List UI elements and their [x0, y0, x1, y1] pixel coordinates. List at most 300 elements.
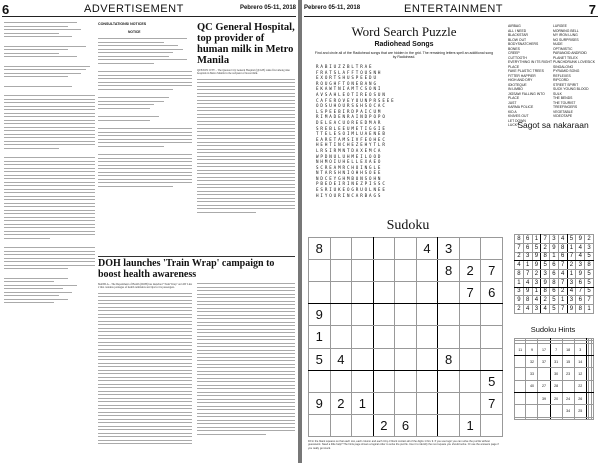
- word-list-item: STREET SPIRIT: [553, 82, 579, 87]
- word-list-item: PUNCHDRUNK LOVESICK SINGALONG: [553, 60, 596, 69]
- word-list-item: BLOW OUT: [508, 37, 527, 42]
- answer-cell: 8: [515, 270, 524, 279]
- sudoku-cell: 2: [330, 392, 352, 414]
- answer-cell: 7: [585, 296, 594, 305]
- answer-cell: 3: [567, 278, 576, 287]
- sudoku-cell: [481, 326, 503, 348]
- sudoku-cell: [352, 260, 374, 282]
- answer-cell: 5: [567, 235, 576, 244]
- sudoku-cell: 9: [309, 304, 331, 326]
- sudoku-cell: 5: [481, 370, 503, 392]
- hint-cell: [515, 405, 526, 417]
- hint-cell: [515, 417, 526, 420]
- word-search-row: SCREAMRCHOINGLE: [316, 164, 383, 170]
- answer-cell: 1: [567, 243, 576, 252]
- sudoku-cell: [438, 304, 460, 326]
- section-title: ENTERTAINMENT: [404, 3, 503, 15]
- answer-cell: 6: [550, 270, 559, 279]
- sudoku-cell: [459, 304, 481, 326]
- hint-cell: 25: [574, 405, 586, 417]
- hint-cell: [591, 356, 593, 368]
- answer-cell: 2: [585, 235, 594, 244]
- hint-cell: 14: [574, 356, 586, 368]
- answer-cell: 1: [558, 296, 567, 305]
- word-list-item: EVERYTHING IN ITS RIGHT PLACE: [508, 60, 552, 69]
- answer-cell: 2: [567, 261, 576, 270]
- word-search-row: CAFEROVEYOUNPRSEEE: [316, 97, 396, 103]
- answer-cell: 6: [550, 261, 559, 270]
- answer-cell: 4: [541, 305, 550, 314]
- hint-cell: [550, 417, 562, 420]
- word-search-row: RIMADENRAINDPOPO: [316, 114, 387, 120]
- notices-column-2: [98, 22, 192, 252]
- word-list-item: PARANOID ANDROID: [553, 51, 587, 55]
- word-list-item: OPTIMISTIC: [553, 46, 573, 51]
- sudoku-cell: [373, 238, 395, 260]
- answer-cell: 8: [576, 305, 585, 314]
- word-list-item: NO SURPRISES: [553, 37, 579, 42]
- hint-cell: [515, 380, 526, 392]
- hint-cell: 33: [526, 368, 538, 380]
- word-search-row: SREBLEEUMETIGGIE: [316, 125, 387, 131]
- hint-cell: 28: [550, 380, 562, 392]
- answer-cell: 8: [558, 243, 567, 252]
- answer-cell: 6: [523, 235, 532, 244]
- word-list-item: KID A: [508, 109, 517, 114]
- hint-cell: 9: [526, 343, 538, 355]
- answer-cell: 9: [532, 252, 541, 261]
- answer-cell: 5: [550, 305, 559, 314]
- hint-cell: [591, 368, 593, 380]
- answer-cell: 2: [541, 243, 550, 252]
- doh-train-wrap-article: [98, 256, 295, 461]
- hint-cell: [515, 368, 526, 380]
- word-search-row: EKAWTNIAMTCSONI: [316, 86, 383, 92]
- sudoku-cell: [395, 304, 417, 326]
- word-list-item: KNIVES OUT: [508, 114, 529, 118]
- fine-print-block: [4, 22, 95, 303]
- word-list-column-2: [553, 24, 599, 119]
- answer-cell: 6: [523, 243, 532, 252]
- answer-cell: 8: [585, 261, 594, 270]
- answer-cell: 4: [576, 243, 585, 252]
- notice-label: NOTICE: [128, 30, 141, 34]
- answer-cell: 4: [532, 296, 541, 305]
- qc-article-headline: QC General Hospital, top provider of human milk in Metro Manila: [197, 22, 295, 66]
- answer-cell: 1: [585, 305, 594, 314]
- hint-cell: 23: [562, 368, 574, 380]
- answer-cell: 3: [532, 278, 541, 287]
- word-search-row: EXORTSHUSPEEDU: [316, 75, 378, 81]
- word-list-item: REFLEXES: [553, 73, 571, 78]
- hint-cell: [574, 417, 586, 420]
- word-list-item: NUDE: [553, 42, 563, 46]
- hint-cell: [562, 380, 574, 392]
- sudoku-cell: [459, 392, 481, 414]
- answer-cell: 1: [532, 235, 541, 244]
- sudoku-cell: [395, 370, 417, 392]
- answer-cell: 2: [541, 296, 550, 305]
- word-list-item: VIDEOTAPE: [553, 114, 573, 118]
- sudoku-cell: [459, 348, 481, 370]
- issue-date: Pebrero 05-11, 2018: [304, 5, 361, 11]
- answer-cell: 3: [541, 270, 550, 279]
- sudoku-cell: 5: [309, 348, 331, 370]
- qc-hospital-article: [197, 22, 295, 254]
- sudoku-cell: [481, 304, 503, 326]
- hint-cell: 22: [574, 380, 586, 392]
- word-list-item: LUCKY: [508, 123, 520, 127]
- hint-cell: 26: [574, 392, 586, 404]
- sudoku-cell: [330, 282, 352, 304]
- sudoku-cell: [416, 392, 438, 414]
- answer-cell: 3: [532, 305, 541, 314]
- answer-cell: 2: [558, 287, 567, 296]
- hint-cell: 32: [526, 356, 538, 368]
- sudoku-cell: [330, 326, 352, 348]
- answer-cell: 5: [541, 261, 550, 270]
- sudoku-cell: [416, 326, 438, 348]
- sudoku-cell: [438, 392, 460, 414]
- sudoku-cell: 2: [373, 414, 395, 436]
- sudoku-cell: [373, 370, 395, 392]
- word-search-row: NTARSHNIOHHSOEE: [316, 170, 383, 176]
- answer-cell: 5: [585, 278, 594, 287]
- answer-cell: 8: [515, 235, 524, 244]
- sudoku-cell: 3: [438, 238, 460, 260]
- answer-cell: 4: [567, 287, 576, 296]
- sudoku-cell: 8: [438, 348, 460, 370]
- sudoku-cell: [309, 282, 331, 304]
- hint-cell: 12: [574, 368, 586, 380]
- hint-cell: 39: [538, 392, 550, 404]
- word-search-row: NHMOIUHELLEXAEO: [316, 159, 383, 165]
- sudoku-cell: 7: [481, 392, 503, 414]
- answer-cell: 7: [523, 270, 532, 279]
- hint-cell: [562, 417, 574, 420]
- answer-cell: 4: [558, 270, 567, 279]
- word-list-item: IN LIMBO: [508, 87, 523, 91]
- word-list-item: SUCK YOUNG BLOOD: [553, 87, 589, 91]
- answer-cell: 9: [532, 261, 541, 270]
- answer-cell: 9: [515, 296, 524, 305]
- sudoku-cell: [330, 370, 352, 392]
- hint-cell: 27: [538, 380, 550, 392]
- hint-cell: [591, 405, 593, 417]
- sudoku-cell: [416, 304, 438, 326]
- sudoku-cell: 8: [438, 260, 460, 282]
- answer-cell: 3: [585, 243, 594, 252]
- section-title: ADVERTISEMENT: [84, 3, 184, 15]
- word-list-item: HIGH AND DRY: [508, 78, 533, 82]
- answer-cell: 6: [550, 287, 559, 296]
- hint-cell: [538, 368, 550, 380]
- hint-cell: [591, 343, 593, 355]
- sudoku-cell: [330, 304, 352, 326]
- answer-cell: 9: [576, 270, 585, 279]
- word-list-item: VEGETABLE: [553, 109, 573, 114]
- sudoku-cell: [459, 238, 481, 260]
- word-search-row: ODSUHOURSGHSOCAC: [316, 103, 387, 109]
- word-list-item: AIRBAG: [508, 24, 521, 28]
- sudoku-cell: [481, 414, 503, 436]
- word-search-row: HEHTINCHEZEHYTLR: [316, 142, 387, 148]
- answer-cell: 7: [567, 252, 576, 261]
- left-page-header: [2, 3, 296, 17]
- answer-cell: 1: [550, 252, 559, 261]
- sudoku-cell: [438, 282, 460, 304]
- sudoku-cell: [438, 414, 460, 436]
- sudoku-cell: 4: [330, 348, 352, 370]
- sudoku-cell: [330, 238, 352, 260]
- sudoku-instructions: Fill in the blank squares so that each row, each column and each 3-by-3 block contain all of the digits 1 thru 9. If you use logic you can solve the puzzle without guesswork. Need a little help? The hints page shows a logical order to solve the puzzle. Use it to identify the next square you should solve. Or use the answers page if you really get stuck.: [308, 440, 499, 450]
- sudoku-cell: [459, 370, 481, 392]
- answer-cell: 3: [523, 252, 532, 261]
- sudoku-cell: [352, 282, 374, 304]
- word-search-row: RABIUZZBLTRAE: [316, 64, 374, 69]
- word-list-item: PYRAMID SONG: [553, 69, 580, 73]
- word-list-item: IDIOTEQUE: [508, 82, 527, 87]
- hint-cell: 11: [515, 343, 526, 355]
- sudoku-cell: [373, 282, 395, 304]
- hint-cell: 30: [550, 368, 562, 380]
- sudoku-cell: 7: [459, 282, 481, 304]
- word-search-row: HIYOURINCARBAGS: [316, 192, 383, 198]
- sudoku-cell: [416, 282, 438, 304]
- sudoku-cell: 9: [309, 392, 331, 414]
- sudoku-cell: [352, 326, 374, 348]
- hint-cell: [591, 417, 593, 420]
- word-list-item: BLACKSTAR: [508, 33, 528, 37]
- answer-cell: 4: [576, 252, 585, 261]
- word-list-item: THE BENDS: [553, 96, 573, 100]
- word-list-item: MORNING BELL: [553, 28, 579, 33]
- answer-cell: 9: [576, 235, 585, 244]
- word-list-item: CUTTOOTH: [508, 55, 527, 60]
- word-list-item: BODYSNATCHERS: [508, 42, 539, 46]
- sudoku-cell: [352, 304, 374, 326]
- sudoku-cell: [416, 414, 438, 436]
- notices-column-1: [4, 22, 95, 460]
- right-page-header: [304, 3, 598, 17]
- sudoku-cell: [352, 414, 374, 436]
- sudoku-cell: 1: [459, 414, 481, 436]
- answer-cell: 1: [515, 278, 524, 287]
- sudoku-cell: [438, 326, 460, 348]
- word-search-row: TTELESOIMLUAENEB: [316, 131, 387, 137]
- sudoku-hints-title: Sudoku Hints: [530, 325, 576, 334]
- answer-cell: 5: [550, 296, 559, 305]
- word-search-row: LRSIRMNTDAXEMCA: [316, 147, 383, 153]
- answer-cell: 8: [523, 296, 532, 305]
- word-list-item: CREEP: [508, 51, 520, 55]
- sudoku-cell: [395, 392, 417, 414]
- answer-cell: 4: [558, 235, 567, 244]
- answer-cell: 2: [515, 252, 524, 261]
- hint-cell: 31: [550, 356, 562, 368]
- sudoku-cell: [330, 260, 352, 282]
- sudoku-cell: [373, 392, 395, 414]
- answer-cell: 8: [541, 252, 550, 261]
- answer-cell: 3: [515, 287, 524, 296]
- answer-cell: 5: [585, 270, 594, 279]
- doh-article-lead: MANILA – The Department of Health (DOH) has launched "Train Wrap" on LRT Line 2 that contains packages of health reminders and tips for its passengers.: [98, 283, 192, 290]
- word-search-row: LSPEEBIRDPAICUM: [316, 108, 383, 114]
- hint-cell: [550, 405, 562, 417]
- word-list-item: THE TOURIST: [553, 100, 576, 105]
- sudoku-cell: 2: [459, 260, 481, 282]
- sudoku-cell: [309, 370, 331, 392]
- sudoku-cell: [395, 260, 417, 282]
- page-number: 6: [2, 2, 10, 17]
- sudoku-cell: [373, 348, 395, 370]
- sudoku-cell: [309, 414, 331, 436]
- sudoku-cell: 7: [481, 260, 503, 282]
- sudoku-cell: [395, 326, 417, 348]
- hint-cell: 15: [562, 356, 574, 368]
- hint-cell: 24: [562, 392, 574, 404]
- answer-cell: 4: [523, 278, 532, 287]
- word-list-item: KARMA POLICE: [508, 105, 534, 109]
- answer-cell: 1: [532, 287, 541, 296]
- sudoku-cell: 6: [481, 282, 503, 304]
- word-list-item: JUST: [508, 100, 517, 105]
- page-number: 7: [588, 2, 596, 17]
- word-list-item: RIPCORD: [553, 78, 569, 82]
- answer-cell: 7: [541, 235, 550, 244]
- hint-cell: 37: [538, 356, 550, 368]
- answer-cell: 9: [550, 243, 559, 252]
- sudoku-cell: [373, 304, 395, 326]
- doh-article-headline: DOH launches 'Train Wrap' campaign to boost health awareness: [98, 258, 275, 280]
- answer-cell: 3: [576, 261, 585, 270]
- hint-cell: [538, 417, 550, 420]
- hint-cell: 17: [538, 343, 550, 355]
- sudoku-cell: [481, 238, 503, 260]
- word-search-row: PBEDEIRINEZPISSC: [316, 181, 387, 187]
- issue-date: Pebrero 05-11, 2018: [239, 5, 296, 11]
- answer-cell: 6: [576, 278, 585, 287]
- answer-cell: 2: [515, 305, 524, 314]
- word-search-title: Word Search Puzzle: [351, 24, 457, 39]
- answer-cell: 3: [567, 296, 576, 305]
- hint-cell: [538, 405, 550, 417]
- sudoku-cell: [481, 348, 503, 370]
- sudoku-cell: [352, 238, 374, 260]
- sudoku-cell: [373, 260, 395, 282]
- answer-cell: 8: [550, 278, 559, 287]
- answer-cell: 1: [523, 261, 532, 270]
- sudoku-cell: [395, 282, 417, 304]
- word-search-grid: [316, 64, 466, 199]
- sudoku-cell: [309, 260, 331, 282]
- answer-cell: 1: [567, 270, 576, 279]
- hint-cell: 40: [526, 380, 538, 392]
- sudoku-cell: [330, 414, 352, 436]
- sudoku-cell: [395, 238, 417, 260]
- word-list-item: LET DOWN: [508, 118, 526, 123]
- hint-cell: 20: [550, 392, 562, 404]
- word-search-row: ROUGHFTONEBANG: [316, 80, 378, 86]
- answer-cell: 4: [515, 261, 524, 270]
- sudoku-cell: 8: [309, 238, 331, 260]
- answer-cell: 5: [585, 287, 594, 296]
- hint-cell: [591, 380, 593, 392]
- word-list-item: ALL I NEED: [508, 28, 527, 33]
- sudoku-cell: [459, 326, 481, 348]
- word-list-item: FAKE PLASTIC TREES: [508, 69, 544, 73]
- answer-cell: 6: [558, 252, 567, 261]
- word-search-row: WPDNULUHMEILOOD: [316, 153, 383, 159]
- hint-cell: [591, 392, 593, 404]
- answer-cell: 7: [558, 261, 567, 270]
- word-search-row: FRATSLAFFTOUSNH: [316, 69, 383, 75]
- answer-cell: 7: [558, 278, 567, 287]
- sudoku-cell: 4: [416, 238, 438, 260]
- sudoku-cell: [416, 260, 438, 282]
- sudoku-puzzle-grid: [308, 237, 503, 437]
- word-list-column-1: [508, 24, 553, 128]
- answer-cell: 9: [523, 287, 532, 296]
- hint-cell: 34: [562, 405, 574, 417]
- qc-article-lead: QUEZON CITY – The Quezon City General Hospital (QCGH) ranks first among nine hospitals in Metro Manila in the recipient of breast milk.: [197, 69, 290, 76]
- word-search-instructions: Find and circle all of the Radiohead songs that are hidden in the grid. The remaining letters spell an additional song by Radiohead.: [314, 51, 494, 59]
- left-newspaper-page: [0, 0, 298, 463]
- previous-answers-grid: [514, 234, 594, 314]
- answer-cell: 2: [532, 270, 541, 279]
- hint-cell: [526, 405, 538, 417]
- sudoku-cell: 1: [352, 392, 374, 414]
- hint-cell: 18: [562, 343, 574, 355]
- sudoku-hints-grid: [514, 338, 594, 420]
- hint-cell: [515, 392, 526, 404]
- word-search-row: ESRIUKEOGRUOLNEE: [316, 187, 387, 193]
- consultations-heading: CONSULTATIONS/ NOTICES: [98, 22, 147, 26]
- word-list-item: JIGSAW FALLING INTO PLACE: [508, 91, 545, 100]
- sudoku-title: Sudoku: [386, 218, 430, 233]
- sudoku-cell: 6: [395, 414, 417, 436]
- answer-cell: 9: [541, 278, 550, 287]
- answer-cell: 7: [558, 305, 567, 314]
- sudoku-cell: [416, 370, 438, 392]
- word-list-item: BONES: [508, 46, 520, 51]
- answer-cell: 6: [576, 296, 585, 305]
- answer-cell: 3: [550, 235, 559, 244]
- sudoku-cell: [395, 348, 417, 370]
- word-list-item: LURGEE: [553, 24, 567, 28]
- word-list-item: SULK: [553, 91, 562, 96]
- word-search-row: NDCEYGHMBUNSOHN: [316, 175, 383, 181]
- hint-cell: 7: [550, 343, 562, 355]
- sudoku-cell: [352, 348, 374, 370]
- hint-cell: [526, 392, 538, 404]
- hint-cell: 3: [574, 343, 586, 355]
- answer-cell: 4: [523, 305, 532, 314]
- answer-cell: 5: [585, 252, 594, 261]
- sudoku-cell: [438, 370, 460, 392]
- word-search-row: EARETAMSIVFEOHEC: [316, 136, 387, 142]
- word-list-item: TREEFINGERS: [553, 105, 578, 109]
- word-list-item: PLANET TELEX: [553, 55, 578, 60]
- word-search-row: DELEACUOREEDMAR: [316, 119, 383, 125]
- sudoku-cell: 1: [309, 326, 331, 348]
- right-newspaper-page: [302, 0, 600, 463]
- sudoku-cell: [352, 370, 374, 392]
- previous-answers-title: Sagot sa nakaraan: [517, 120, 589, 130]
- answer-cell: 5: [532, 243, 541, 252]
- hint-cell: [526, 417, 538, 420]
- hint-cell: [515, 356, 526, 368]
